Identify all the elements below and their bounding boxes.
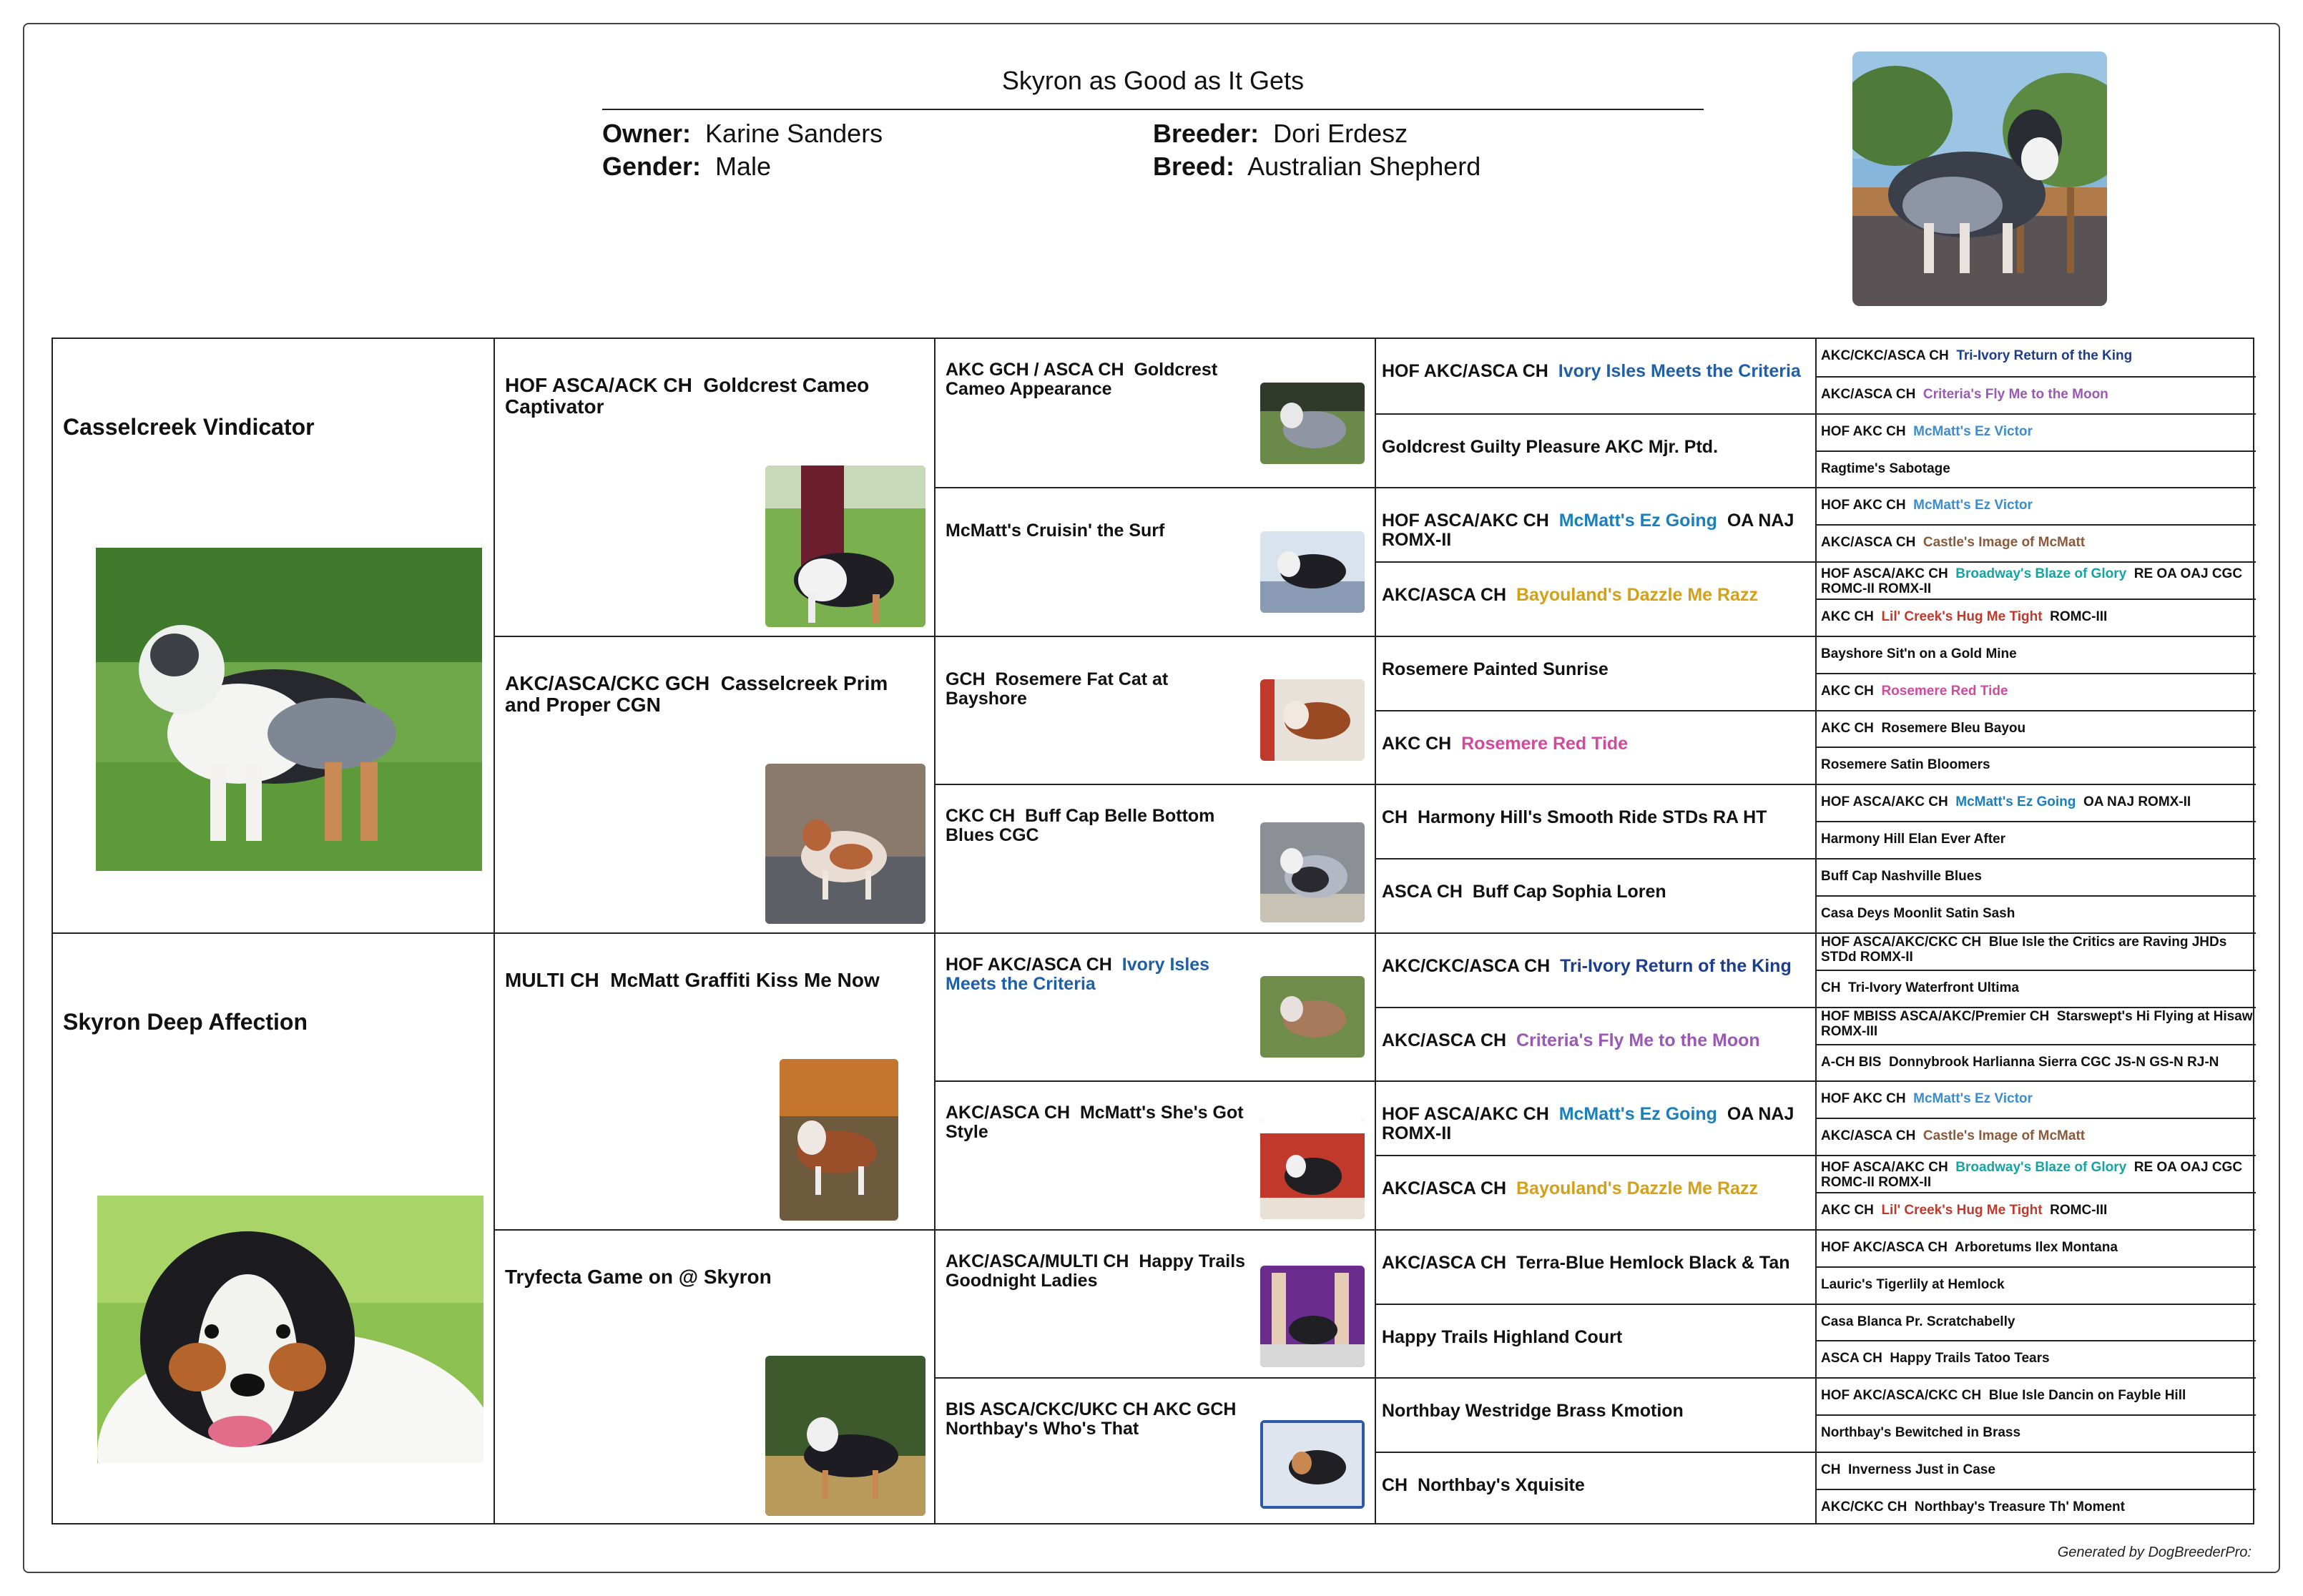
- gen3-name: [946, 1252, 1253, 1291]
- dog-name: Arboretums Ilex Montana: [1954, 1240, 2118, 1255]
- gen4-cell: [1376, 415, 1815, 487]
- gen5-cell: [1817, 488, 2256, 524]
- gen4-cell: [1376, 1008, 1815, 1080]
- dog-name: Rosemere Painted Sunrise: [1382, 659, 1609, 679]
- dog-name: Casselcreek Prim and Proper CGN: [505, 672, 888, 716]
- owner-label: Owner:: [602, 119, 692, 148]
- gen4-name: [1382, 808, 1811, 827]
- dog-name: Donnybrook Harlianna Sierra CGC JS-N GS-N RJ-N: [1889, 1055, 2219, 1070]
- gen4-name: [1382, 660, 1811, 679]
- dog-name: Goldcrest Guilty Pleasure AKC Mjr. Ptd.: [1382, 437, 1719, 457]
- dog-name: Goldcrest Cameo Appearance: [946, 360, 1218, 399]
- gen5-cell: [1817, 1156, 2256, 1192]
- title-suffix: ROMC-III: [2050, 1203, 2108, 1218]
- gen5-cell: [1817, 1231, 2256, 1266]
- title-prefix: HOF ASCA/AKC CH: [1821, 566, 1948, 581]
- generated-by-footer: Generated by DogBreederPro:: [2057, 1545, 2252, 1560]
- gen5-name: [1821, 349, 2250, 364]
- title-prefix: AKC/ASCA CH: [1382, 1178, 1507, 1198]
- dog-name: McMatt Graffiti Kiss Me Now: [610, 969, 880, 991]
- gen4-cell: [1376, 1156, 1815, 1229]
- title-prefix: BIS ASCA/CKC/UKC CH AKC GCH: [946, 1399, 1237, 1419]
- gen4-name: [1382, 438, 1811, 457]
- gen5-cell: [1817, 748, 2256, 784]
- gen4-cell: [1376, 1082, 1815, 1155]
- gen4-cell: [1376, 1305, 1815, 1377]
- dog-name: Northbay's Bewitched in Brass: [1821, 1425, 2021, 1440]
- gen4-name: [1382, 882, 1811, 902]
- dog-name: Casa Deys Moonlit Satin Sash: [1821, 906, 2015, 921]
- gen5-cell: [1817, 600, 2256, 636]
- gen4-cell: [1376, 1453, 1815, 1524]
- gen5-name: [1821, 758, 2250, 773]
- gen5-cell: [1817, 934, 2256, 970]
- gen5-name: [1821, 567, 2253, 597]
- title-prefix: HOF AKC/ASCA CH: [946, 955, 1112, 975]
- gen5-name: [1821, 1315, 2250, 1330]
- gen5-name: [1821, 907, 2250, 922]
- gen5-name: [1821, 1241, 2250, 1256]
- gen5-name: [1821, 870, 2250, 885]
- title-prefix: HOF ASCA/AKC CH: [1382, 1104, 1549, 1124]
- dog-name: Criteria's Fly Me to the Moon: [1923, 387, 2108, 402]
- gen5-name: [1821, 536, 2250, 551]
- breeder-line: [1153, 119, 1408, 149]
- dog-name: Northbay's Who's That: [946, 1419, 1139, 1439]
- gen3-cell: [936, 934, 1375, 1080]
- gen5-name: [1821, 684, 2250, 699]
- gen5-cell: [1817, 1379, 2256, 1414]
- title-prefix: HOF AKC CH: [1821, 424, 1906, 439]
- gen5-cell: [1817, 452, 2256, 488]
- title-prefix: AKC CH: [1821, 684, 1874, 699]
- gen5-name: [1821, 1389, 2250, 1404]
- gen2-name: [505, 1266, 927, 1288]
- dog-name: Rosemere Red Tide: [1461, 734, 1629, 754]
- gen5-name: [1821, 1129, 2250, 1144]
- gen5-cell: [1817, 1045, 2256, 1081]
- breed-line: [1153, 152, 1480, 182]
- gen5-cell: [1817, 971, 2256, 1007]
- gen4-name: [1382, 1402, 1811, 1421]
- dog-name: Tryfecta Game on @ Skyron: [505, 1266, 772, 1288]
- gen5-cell: [1817, 1119, 2256, 1155]
- dog-name: McMatt's Ez Victor: [1913, 424, 2033, 439]
- gen5-cell: [1817, 859, 2256, 895]
- dog-name: Lil' Creek's Hug Me Tight: [1881, 1203, 2043, 1218]
- gen4-cell: [1376, 339, 1815, 413]
- gen5-cell: [1817, 1416, 2256, 1452]
- dog-name: Casa Blanca Pr. Scratchabelly: [1821, 1314, 2015, 1329]
- dog-name: Terra-Blue Hemlock Black & Tan: [1516, 1253, 1790, 1273]
- gen5-name: [1821, 1500, 2250, 1515]
- gen5-cell: [1817, 1341, 2256, 1377]
- gen5-cell: [1817, 674, 2256, 710]
- gen4-name: [1382, 1105, 1811, 1143]
- title-prefix: ASCA CH: [1382, 882, 1463, 902]
- gen3-name: [946, 360, 1253, 399]
- dog-name: Lil' Creek's Hug Me Tight: [1881, 609, 2043, 624]
- gen3-cell: [936, 488, 1375, 636]
- dog-name: Ragtime's Sabotage: [1821, 461, 1950, 476]
- title-suffix: RE OA OAJ CGC ROMC-II ROMX-II: [1821, 566, 2243, 596]
- gen5-cell: [1817, 1490, 2256, 1524]
- title-prefix: HOF AKC CH: [1821, 498, 1906, 513]
- gen5-name: [1821, 1351, 2250, 1366]
- title-prefix: AKC/ASCA CH: [1821, 387, 1916, 402]
- dog-photo: [765, 466, 925, 627]
- dog-name: McMatt's Ez Going: [1955, 794, 2076, 809]
- dog-photo: [1260, 1119, 1365, 1219]
- dog-name: Bayshore Sit'n on a Gold Mine: [1821, 646, 2017, 661]
- gen5-cell: [1817, 1082, 2256, 1118]
- gen4-name: [1382, 1328, 1811, 1347]
- gen5-name: [1821, 1161, 2253, 1191]
- title-prefix: A-CH BIS: [1821, 1055, 1882, 1070]
- dog-name: Bayouland's Dazzle Me Razz: [1516, 585, 1758, 605]
- gen4-cell: [1376, 785, 1815, 858]
- title-prefix: MULTI CH: [505, 969, 599, 991]
- dog-photo: [1260, 976, 1365, 1058]
- gen5-name: [1821, 832, 2250, 847]
- dog-name: Goldcrest Cameo Captivator: [505, 374, 870, 418]
- gen5-name: [1821, 1010, 2253, 1040]
- dog-name: Happy Trails Tatoo Tears: [1890, 1351, 2050, 1366]
- gen5-cell: [1817, 563, 2256, 598]
- gen5-name: [1821, 647, 2250, 662]
- dam-photo: [97, 1196, 483, 1463]
- gen4-cell: [1376, 1231, 1815, 1304]
- gen5-name: [1821, 498, 2250, 513]
- gen5-cell: [1817, 711, 2256, 747]
- sire-photo: [96, 548, 482, 871]
- dog-name: Harmony Hill's Smooth Ride STDs RA HT: [1418, 807, 1767, 827]
- gen4-cell: [1376, 934, 1815, 1007]
- gen4-name: [1382, 1179, 1811, 1198]
- dog-name: Criteria's Fly Me to the Moon: [1516, 1030, 1760, 1050]
- gender-line: [602, 152, 771, 182]
- dog-name: Harmony Hill Elan Ever After: [1821, 832, 2005, 847]
- title-prefix: GCH: [946, 669, 986, 689]
- title-prefix: AKC CH: [1382, 734, 1452, 754]
- title-prefix: AKC/ASCA CH: [1382, 1253, 1507, 1273]
- gen5-cell: [1817, 526, 2256, 561]
- gen3-name: [946, 670, 1253, 709]
- gen4-name: [1382, 1476, 1811, 1495]
- gen5-name: [1821, 1278, 2250, 1293]
- title-prefix: CH: [1382, 807, 1408, 827]
- title-prefix: HOF AKC/ASCA/CKC CH: [1821, 1388, 1982, 1403]
- dog-name: Happy Trails Goodnight Ladies: [946, 1251, 1246, 1291]
- gen5-name: [1821, 462, 2250, 477]
- gen4-name: [1382, 1253, 1811, 1273]
- gen4-cell: [1376, 711, 1815, 784]
- gen5-cell: [1817, 1193, 2256, 1229]
- dog-name: Broadway's Blaze of Glory: [1955, 566, 2127, 581]
- gen5-cell: [1817, 1008, 2256, 1044]
- gen4-name: [1382, 957, 1811, 976]
- dog-name: Castle's Image of McMatt: [1923, 535, 2086, 550]
- dog-name: Castle's Image of McMatt: [1923, 1128, 2086, 1143]
- title-prefix: AKC/ASCA CH: [1821, 535, 1916, 550]
- dog-name: Ivory Isles Meets the Criteria: [1558, 361, 1801, 381]
- main-dog-photo: [1852, 51, 2107, 306]
- title-prefix: ASCA CH: [1821, 1351, 1882, 1366]
- title-prefix: HOF AKC/ASCA CH: [1821, 1240, 1948, 1255]
- gen3-cell: [936, 1082, 1375, 1229]
- dog-name: Tri-Ivory Return of the King: [1560, 956, 1792, 976]
- dog-name: Northbay Westridge Brass Kmotion: [1382, 1401, 1684, 1421]
- title-suffix: OA NAJ ROMX-II: [1382, 511, 1794, 550]
- title-prefix: AKC CH: [1821, 609, 1874, 624]
- dog-name: Buff Cap Nashville Blues: [1821, 869, 1982, 884]
- dog-name: Broadway's Blaze of Glory: [1955, 1160, 2127, 1175]
- dog-photo: [765, 764, 925, 924]
- gen4-name: [1382, 362, 1811, 381]
- dog-photo: [1260, 822, 1365, 922]
- dog-name: Tri-Ivory Waterfront Ultima: [1848, 980, 2019, 995]
- dog-name: Northbay's Xquisite: [1418, 1475, 1585, 1495]
- dog-name: Buff Cap Sophia Loren: [1472, 882, 1666, 902]
- title-prefix: CH: [1821, 980, 1841, 995]
- title-prefix: CH: [1821, 1462, 1841, 1477]
- gen2-cell: [495, 637, 934, 932]
- title-prefix: CH: [1382, 1475, 1408, 1495]
- breeder-label: Breeder:: [1153, 119, 1259, 148]
- gen5-cell: [1817, 822, 2256, 858]
- gen3-cell: [936, 339, 1375, 487]
- title-prefix: HOF AKC CH: [1821, 1091, 1906, 1106]
- title-prefix: HOF MBISS ASCA/AKC/Premier CH: [1821, 1009, 2050, 1024]
- dog-name: Rosemere Satin Bloomers: [1821, 757, 1990, 772]
- gen4-name: [1382, 1031, 1811, 1050]
- title-prefix: AKC/ASCA CH: [1382, 1030, 1507, 1050]
- dog-name: Buff Cap Belle Bottom Blues CGC: [946, 806, 1215, 845]
- gen2-cell: [495, 934, 934, 1229]
- dog-photo: [1260, 383, 1365, 464]
- gen5-cell: [1817, 415, 2256, 450]
- gen5-name: [1821, 981, 2250, 996]
- dog-name: McMatt's She's Got Style: [946, 1103, 1244, 1142]
- gen5-name: [1821, 795, 2250, 810]
- gen2-name: [505, 970, 927, 991]
- dog-name: Happy Trails Highland Court: [1382, 1327, 1623, 1347]
- sire-name: Casselcreek Vindicator: [63, 414, 315, 440]
- gen4-cell: [1376, 1379, 1815, 1452]
- title-prefix: HOF ASCA/AKC CH: [1821, 794, 1948, 809]
- gen3-name: [946, 955, 1253, 994]
- dog-name: Bayouland's Dazzle Me Razz: [1516, 1178, 1758, 1198]
- title-prefix: AKC/ASCA CH: [946, 1103, 1071, 1123]
- gen5-name: [1821, 721, 2250, 737]
- gen5-name: [1821, 1055, 2250, 1070]
- gen4-cell: [1376, 563, 1815, 636]
- dog-name: McMatt's Ez Victor: [1913, 498, 2033, 513]
- dog-photo: [765, 1356, 925, 1516]
- dog-name: Blue Isle Dancin on Fayble Hill: [1988, 1388, 2186, 1403]
- gen5-cell: [1817, 785, 2256, 821]
- title-prefix: AKC/ASCA/CKC GCH: [505, 672, 710, 694]
- title-prefix: AKC CH: [1821, 721, 1874, 736]
- dog-name: McMatt's Ez Going: [1558, 1104, 1717, 1124]
- breed-value: Australian Shepherd: [1247, 152, 1481, 181]
- gen5-cell: [1817, 1268, 2256, 1304]
- gen4-cell: [1376, 637, 1815, 710]
- title-suffix: OA NAJ ROMX-II: [1382, 1104, 1794, 1143]
- dog-name: Starswept's Hi Flying at Hisaw ROMX-III: [1821, 1009, 2253, 1039]
- gen5-cell: [1817, 339, 2256, 376]
- gen2-name: [505, 673, 927, 716]
- dog-photo: [1260, 679, 1365, 761]
- gen5-name: [1821, 1463, 2250, 1478]
- gen5-cell: [1817, 1305, 2256, 1341]
- title-prefix: HOF ASCA/AKC/CKC CH: [1821, 935, 1982, 950]
- gen3-cell: [936, 785, 1375, 932]
- title-prefix: AKC/CKC/ASCA CH: [1821, 348, 1949, 363]
- gen3-cell: [936, 1231, 1375, 1377]
- gen4-cell: [1376, 859, 1815, 932]
- owner-value: Karine Sanders: [705, 119, 883, 148]
- dog-photo: [1260, 531, 1365, 613]
- title-prefix: AKC/ASCA CH: [1821, 1128, 1916, 1143]
- dog-photo: [780, 1059, 898, 1221]
- title-prefix: CKC CH: [946, 806, 1016, 826]
- dog-title: Skyron as Good as It Gets: [1001, 66, 1305, 95]
- title-prefix: HOF ASCA/AKC CH: [1821, 1160, 1948, 1175]
- pedigree-table: [51, 338, 2254, 1524]
- gen4-name: [1382, 734, 1811, 754]
- gen5-cell: [1817, 637, 2256, 673]
- gen3-name: [946, 1400, 1253, 1439]
- gen5-name: [1821, 425, 2250, 440]
- title-prefix: HOF ASCA/ACK CH: [505, 374, 692, 396]
- gen5-name: [1821, 1092, 2250, 1107]
- gen5-cell: [1817, 1453, 2256, 1489]
- gen5-cell: [1817, 897, 2256, 932]
- owner-line: [602, 119, 883, 149]
- dog-name: Ivory Isles Meets the Criteria: [946, 955, 1210, 994]
- dog-name: McMatt's Ez Victor: [1913, 1091, 2033, 1106]
- dog-name: McMatt's Ez Going: [1558, 511, 1717, 531]
- dog-name: Rosemere Fat Cat at Bayshore: [946, 669, 1169, 709]
- title-prefix: AKC CH: [1821, 1203, 1874, 1218]
- title-suffix: ROMC-III: [2050, 609, 2108, 624]
- breeder-value: Dori Erdesz: [1273, 119, 1408, 148]
- gen2-cell: [495, 1231, 934, 1524]
- dog-name: Blue Isle the Critics are Raving JHDs STDd ROMX-II: [1821, 935, 2227, 965]
- dog-name: Rosemere Bleu Bayou: [1881, 721, 2026, 736]
- title-prefix: HOF ASCA/AKC CH: [1382, 511, 1549, 531]
- title-divider: [602, 109, 1704, 110]
- dog-name: McMatt's Cruisin' the Surf: [946, 521, 1165, 541]
- dog-name: Rosemere Red Tide: [1881, 684, 2008, 699]
- dog-name: Northbay's Treasure Th' Moment: [1914, 1499, 2125, 1514]
- gen3-cell: [936, 637, 1375, 784]
- breed-label: Breed:: [1153, 152, 1235, 181]
- gen5-name: [1821, 935, 2253, 965]
- dog-name: Tri-Ivory Return of the King: [1956, 348, 2133, 363]
- gen4-name: [1382, 511, 1811, 550]
- dam-cell: [53, 934, 492, 1524]
- gen5-name: [1821, 1203, 2250, 1218]
- gen3-name: [946, 1103, 1253, 1142]
- gen5-name: [1821, 610, 2250, 625]
- gen5-name: [1821, 1426, 2250, 1441]
- title-prefix: AKC/CKC CH: [1821, 1499, 1907, 1514]
- dog-name: Inverness Just in Case: [1848, 1462, 1995, 1477]
- gen3-name: [946, 807, 1253, 845]
- title-suffix: OA NAJ ROMX-II: [2083, 794, 2191, 809]
- title-prefix: HOF AKC/ASCA CH: [1382, 361, 1548, 381]
- sire-cell: [53, 339, 492, 932]
- title-prefix: AKC/ASCA/MULTI CH: [946, 1251, 1129, 1271]
- gen4-name: [1382, 586, 1811, 605]
- dog-photo: [1260, 1266, 1365, 1367]
- gen4-cell: [1376, 488, 1815, 561]
- dam-name: Skyron Deep Affection: [63, 1009, 308, 1035]
- dog-photo: [1260, 1420, 1365, 1509]
- gender-label: Gender:: [602, 152, 702, 181]
- title-prefix: AKC/CKC/ASCA CH: [1382, 956, 1551, 976]
- gen3-cell: [936, 1379, 1375, 1524]
- title-prefix: AKC GCH / ASCA CH: [946, 360, 1124, 380]
- title-prefix: AKC/ASCA CH: [1382, 585, 1507, 605]
- gen3-name: [946, 521, 1253, 541]
- gender-value: Male: [715, 152, 772, 181]
- dog-name: Lauric's Tigerlily at Hemlock: [1821, 1277, 2005, 1292]
- gen2-cell: [495, 339, 934, 636]
- gen5-name: [1821, 388, 2250, 403]
- title-suffix: RE OA OAJ CGC ROMC-II ROMX-II: [1821, 1160, 2243, 1190]
- gen2-name: [505, 375, 927, 418]
